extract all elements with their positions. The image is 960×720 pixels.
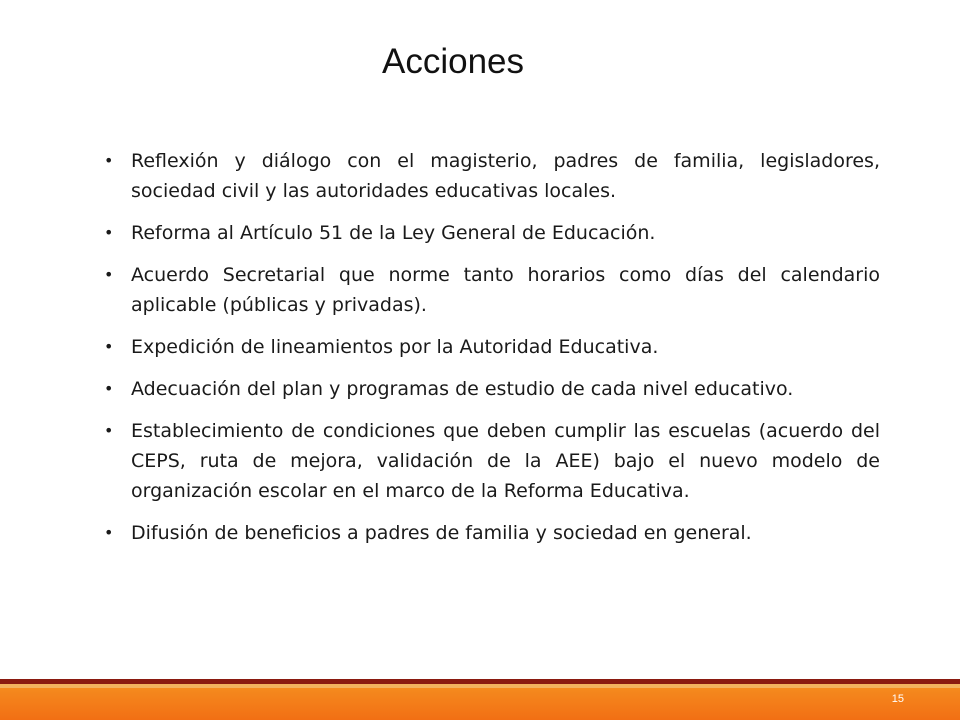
bullet-list	[104, 146, 880, 560]
page-number: 15	[891, 693, 904, 705]
bullet-text: Difusión de beneficios a padres de familia y sociedad en general.	[131, 522, 752, 544]
slide-title: Acciones	[381, 42, 525, 81]
bullet-text: Expedición de lineamientos por la Autoridad Educativa.	[131, 336, 659, 358]
bullet-text: Reflexión y diálogo con el magisterio, padres de familia, legisladores, sociedad civil y las autoridades educativas locales.	[131, 150, 880, 202]
bullet-text: Adecuación del plan y programas de estudio de cada nivel educativo.	[131, 378, 794, 400]
bullet-text: Reforma al Artículo 51 de la Ley General de Educación.	[131, 222, 656, 244]
bullet-icon: •	[104, 421, 114, 440]
bullet-icon: •	[104, 151, 114, 170]
bullet-item	[104, 146, 880, 206]
footer-bar	[0, 688, 960, 720]
bullet-item	[104, 518, 880, 548]
bullet-icon: •	[104, 265, 114, 284]
bullet-text: Acuerdo Secretarial que norme tanto horarios como días del calendario aplicable (públicas y privadas).	[131, 264, 880, 316]
bullet-icon: •	[104, 223, 114, 242]
bullet-item	[104, 332, 880, 362]
bullet-text: Establecimiento de condiciones que deben cumplir las escuelas (acuerdo del CEPS, ruta de mejora, validación de la AEE) bajo el nuevo modelo de organización escolar en el marco de la Reforma Educativa.	[131, 420, 880, 502]
bullet-icon: •	[104, 379, 114, 398]
bullet-icon: •	[104, 337, 114, 356]
bullet-item	[104, 218, 880, 248]
bullet-icon: •	[104, 523, 114, 542]
bullet-item	[104, 416, 880, 506]
bullet-item	[104, 374, 880, 404]
bullet-item	[104, 260, 880, 320]
